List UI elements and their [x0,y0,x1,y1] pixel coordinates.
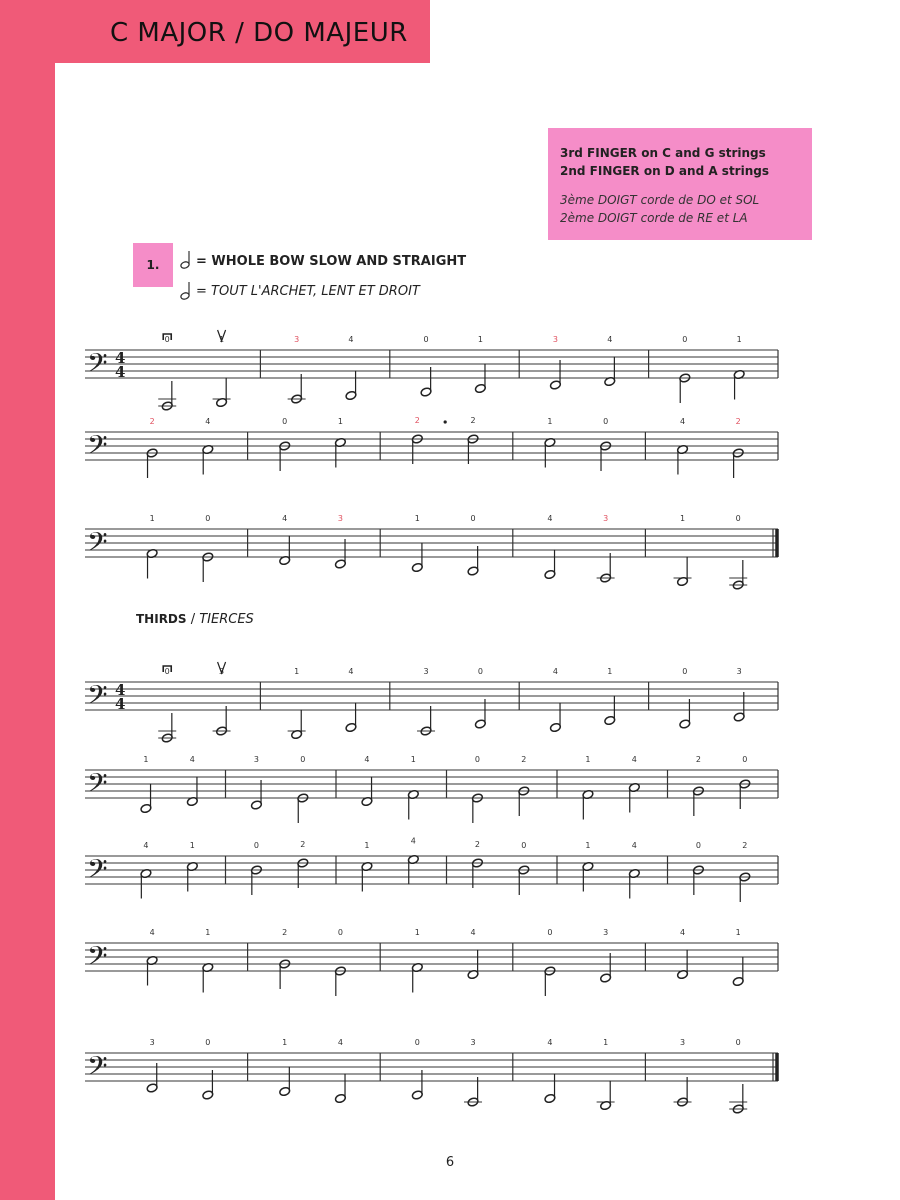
time-signature-bottom: 4 [115,695,126,713]
fingering-number: 4 [348,335,354,344]
fingering-number: 1 [149,514,155,523]
fingering-number: 4 [337,1038,343,1047]
fingering-number: 2 [282,928,288,937]
fingering-number: 1 [205,928,211,937]
fingering-number: 0 [474,755,480,764]
fingering-number: 2 [300,840,306,849]
fingering-number: 1 [364,841,370,850]
fingering-number: 1 [189,841,195,850]
staff [85,928,778,996]
fingering-number: 4 [679,928,686,937]
fingering-number: 0 [423,335,429,344]
fingering-number: 0 [253,841,259,850]
fingering-line-1: 3rd FINGER on C and G strings [560,146,766,160]
fingering-number: 0 [205,1038,211,1047]
fingering-number: 0 [414,1038,420,1047]
fingering-number: 0 [337,928,343,937]
fingering-number: 0 [205,514,211,523]
time-signature-top: 4 [115,681,126,699]
bass-clef-icon: 𝄢 [87,853,108,891]
fingering-number: 4 [679,417,686,426]
fingering-number: 4 [470,928,476,937]
fingering-number: 3 [603,928,609,937]
fingering-number: 1 [410,755,416,764]
fingering-number: 3 [603,514,609,523]
fingering-number: 0 [547,928,553,937]
fingering-number: 3 [423,667,429,676]
fingering-number: 2 [735,417,741,426]
fingering-number: 2 [474,840,480,849]
fingering-number: 1 [736,335,742,344]
fingering-number: 1 [337,417,343,426]
fingering-number: 4 [552,667,558,676]
staff [85,662,778,743]
time-signature-bottom: 4 [115,363,126,381]
bass-clef-icon: 𝄢 [87,940,108,978]
fingering-number: 4 [631,841,637,850]
page-title: C MAJOR / DO MAJEUR [110,18,408,48]
fingering-number: 0 [470,514,476,523]
thirds-label-en: THIRDS [136,612,187,626]
fingering-number: 0 [164,667,170,676]
staff [85,755,778,823]
exercise-number: 1. [133,243,173,287]
articulation-dot [444,420,447,423]
fingering-number: 3 [679,1038,686,1047]
fingering-number: 3 [219,667,225,676]
fingering-number: 4 [607,335,613,344]
thirds-label-fr: TIERCES [199,612,254,627]
fingering-number: 1 [679,514,686,523]
fingering-number: 3 [337,514,343,523]
fingering-number: 0 [521,841,527,850]
fingering-number: 1 [603,1038,609,1047]
fingering-number: 0 [735,1038,741,1047]
fingering-number: 1 [414,514,420,523]
fingering-number: 3 [552,335,558,344]
tempo-instruction-en: = WHOLE BOW SLOW AND STRAIGHT [196,254,467,269]
bass-clef-icon: 𝄢 [87,767,108,805]
fingering-line-4: 2ème DOIGT corde de RE et LA [560,211,748,225]
fingering-number: 0 [695,841,701,850]
fingering-number: 3 [149,1038,155,1047]
fingering-number: 2 [414,416,420,425]
fingering-number: 0 [164,335,170,344]
staff [85,416,778,478]
bass-clef-icon: 𝄢 [87,526,108,564]
time-signature-top: 4 [115,349,126,367]
fingering-number: 0 [735,514,741,523]
fingering-number: 3 [294,335,300,344]
fingering-line-2: 2nd FINGER on D and A strings [560,164,769,178]
tempo-instruction-fr: = TOUT L'ARCHET, LENT ET DROIT [196,284,420,299]
fingering-number: 3 [736,667,742,676]
fingering-number: 0 [742,755,748,764]
fingering-number: 1 [143,755,149,764]
bass-clef-icon: 𝄢 [87,429,108,467]
fingering-number: 4 [547,514,553,523]
bass-clef-icon: 𝄢 [87,347,108,385]
staff [85,1038,778,1114]
fingering-number: 4 [143,841,149,850]
fingering-number: 0 [682,667,688,676]
fingering-number: 1 [607,667,613,676]
staff [85,330,778,411]
fingering-number: 2 [470,416,476,425]
fingering-line-3: 3ème DOIGT corde de DO et SOL [560,193,760,207]
staff [85,837,778,903]
fingering-number: 4 [205,417,211,426]
fingering-number: 2 [149,417,155,426]
page-number: 6 [445,1155,455,1170]
fingering-number: 1 [585,755,591,764]
fingering-number: 1 [477,335,483,344]
fingering-number: 2 [521,755,527,764]
fingering-number: 4 [282,514,288,523]
fingering-number: 4 [149,928,155,937]
fingering-number: 0 [603,417,609,426]
fingering-number: 4 [631,755,637,764]
fingering-number: 4 [547,1038,553,1047]
fingering-number: 0 [300,755,306,764]
fingering-number: 3 [253,755,259,764]
bass-clef-icon: 𝄢 [87,679,108,717]
staff [85,514,778,590]
bass-clef-icon: 𝄢 [87,1050,108,1088]
fingering-number: 0 [282,417,288,426]
fingering-number: 2 [742,841,748,850]
fingering-number: 1 [585,841,591,850]
fingering-number: 1 [547,417,553,426]
fingering-number: 4 [348,667,354,676]
fingering-number: 3 [470,1038,476,1047]
fingering-number: 1 [294,667,300,676]
fingering-number: 0 [682,335,688,344]
fingering-number: 1 [219,335,225,344]
fingering-number: 1 [282,1038,288,1047]
fingering-number: 4 [364,755,370,764]
fingering-number: 0 [477,667,483,676]
fingering-number: 4 [410,836,416,846]
fingering-number: 4 [189,755,195,764]
thirds-separator: / [190,612,196,627]
fingering-number: 1 [414,928,420,937]
fingering-number: 2 [695,755,701,764]
fingering-number: 1 [735,928,741,937]
